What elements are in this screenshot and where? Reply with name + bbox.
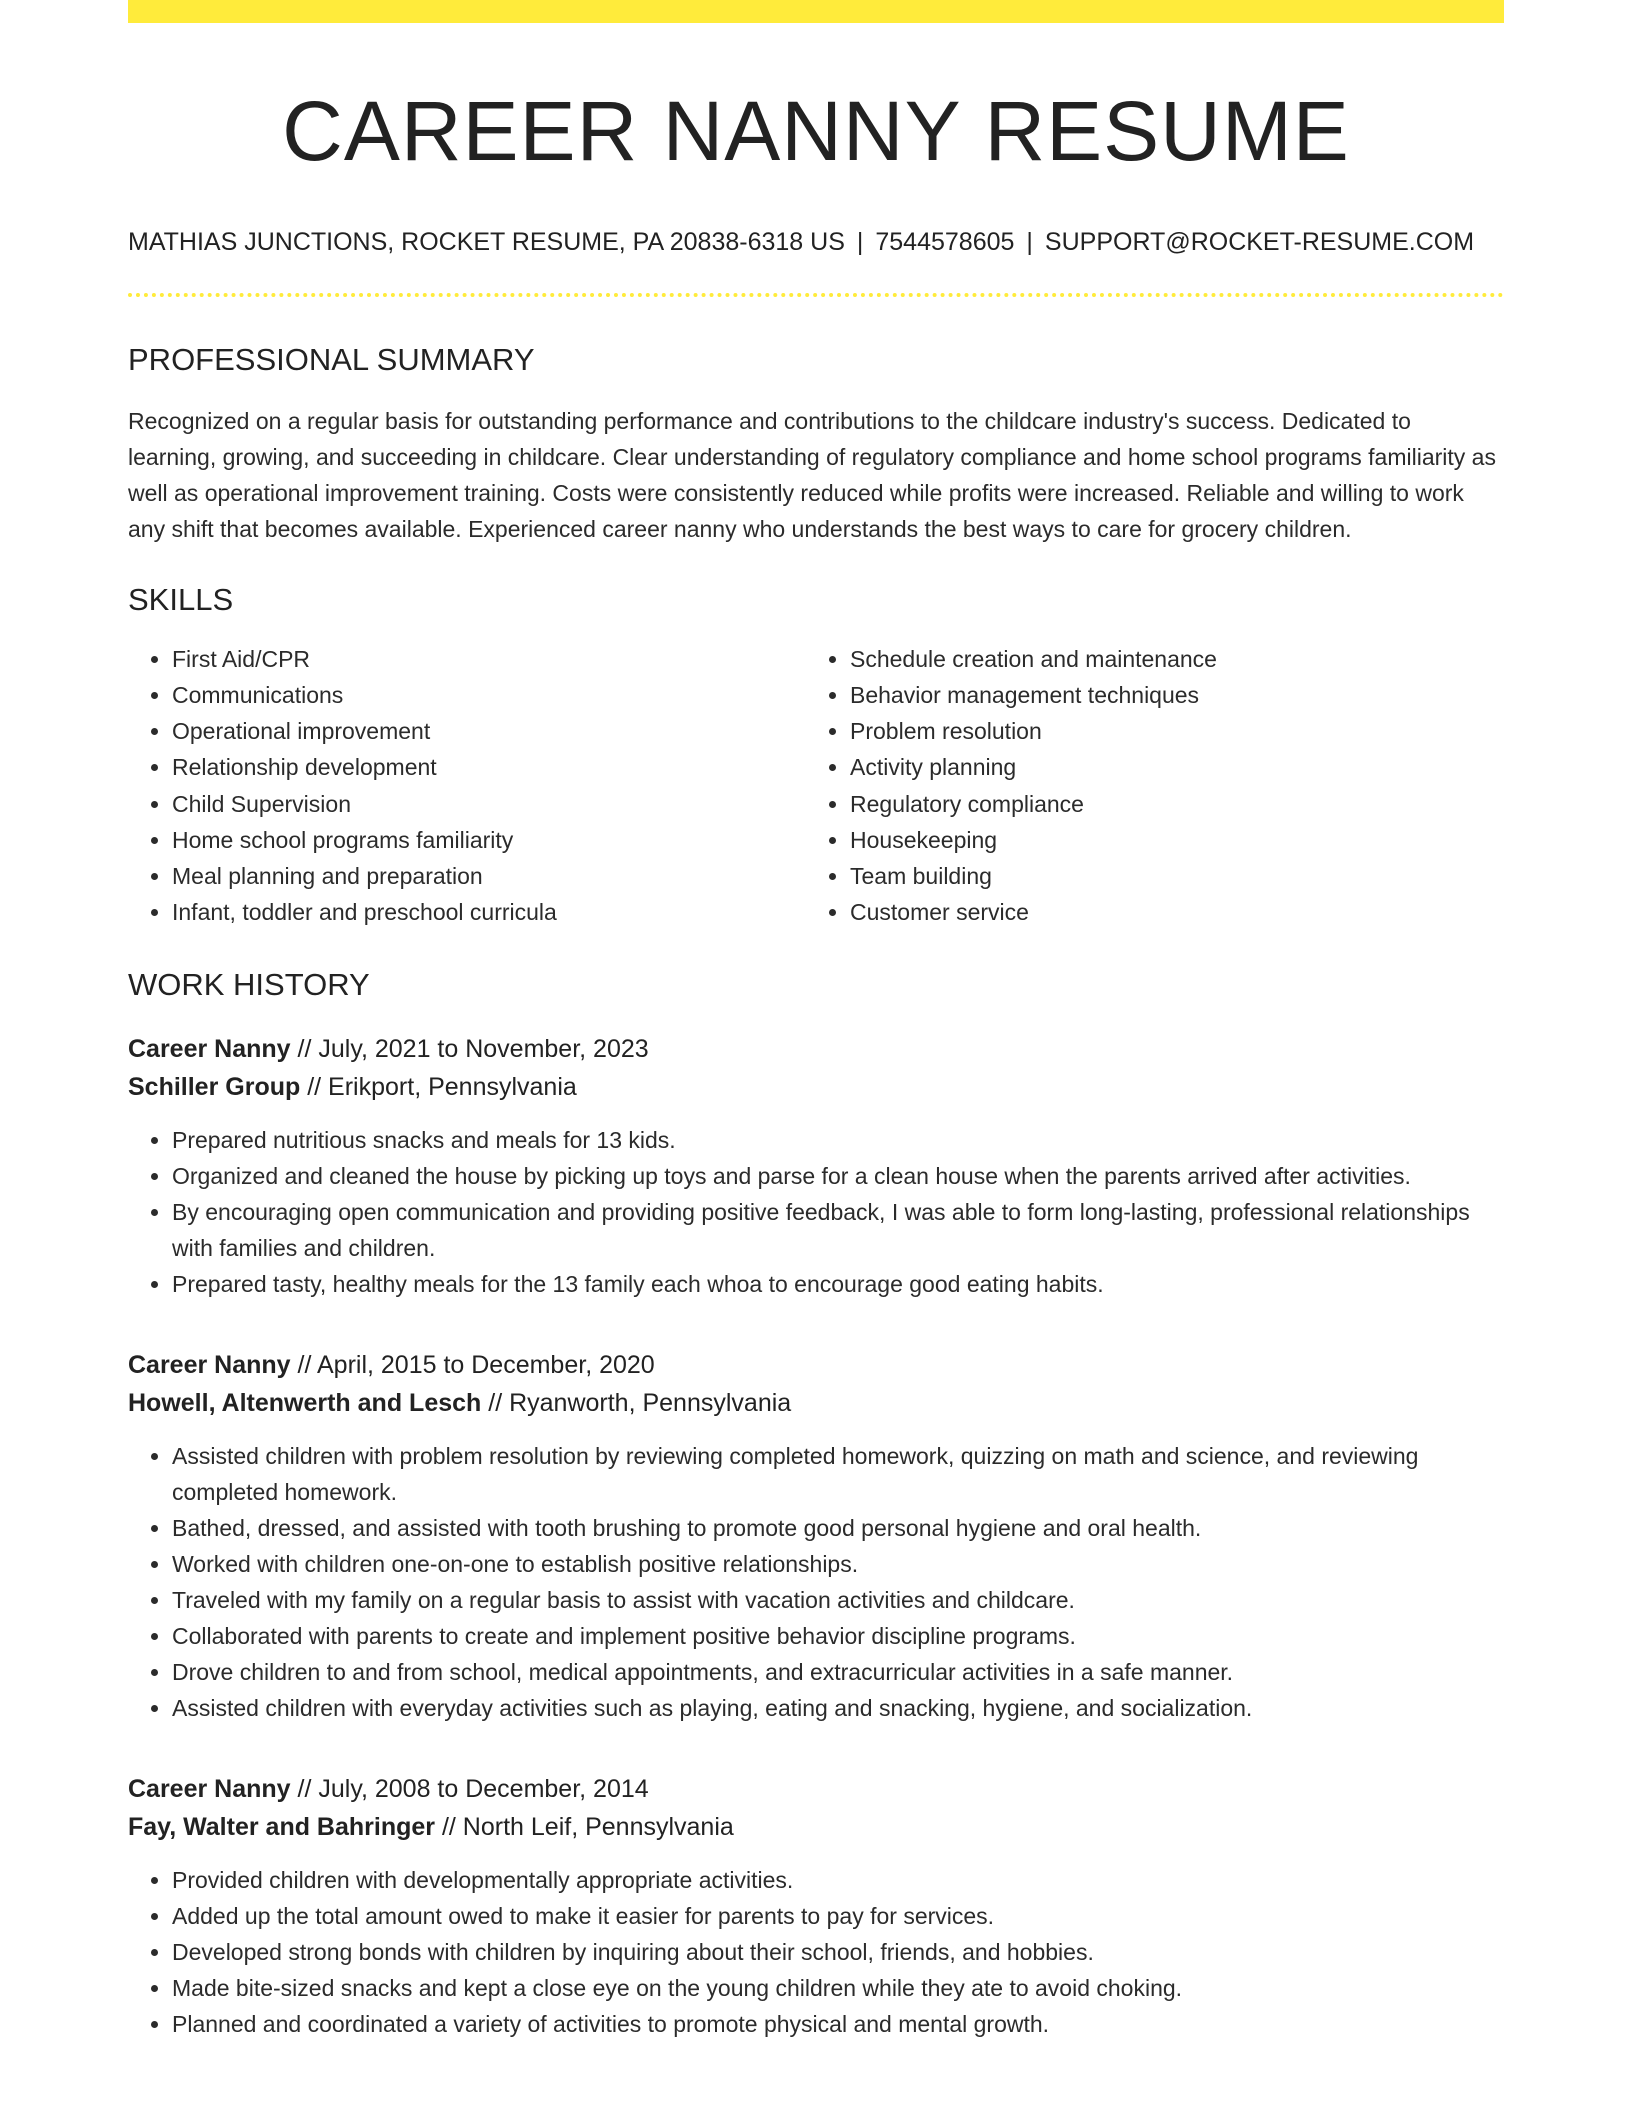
job-bullet: • Prepared nutritious snacks and meals for 13 kids.	[172, 1122, 1504, 1158]
job-bullet: • Bathed, dressed, and assisted with tooth brushing to promote good personal hygiene and oral health.	[172, 1510, 1504, 1546]
job-bullet: • Assisted children with everyday activities such as playing, eating and snacking, hygiene, and socialization.	[172, 1690, 1504, 1726]
job-bullets	[128, 1122, 1504, 1302]
job-bullet: • Worked with children one-on-one to establish positive relationships.	[172, 1546, 1504, 1582]
job-location: // North Leif, Pennsylvania	[441, 1812, 734, 1841]
job-company: Schiller Group	[128, 1072, 301, 1101]
job-title-line	[128, 1770, 1504, 1808]
job-title-line	[128, 1346, 1504, 1384]
dotted-divider	[128, 293, 1504, 297]
skill-item: • Customer service	[850, 894, 1484, 930]
summary-heading: PROFESSIONAL SUMMARY	[128, 342, 535, 378]
job-bullet: • Collaborated with parents to create and implement positive behavior discipline programs.	[172, 1618, 1504, 1654]
job-bullet: • Planned and coordinated a variety of activities to promote physical and mental growth.	[172, 2006, 1504, 2042]
job-entry	[128, 1770, 1504, 2042]
skill-item: • Activity planning	[850, 749, 1484, 785]
contact-email: SUPPORT@ROCKET-RESUME.COM	[1044, 228, 1475, 257]
skills-column-right	[806, 641, 1484, 931]
job-bullet: • Traveled with my family on a regular basis to assist with vacation activities and childcare.	[172, 1582, 1504, 1618]
job-bullets	[128, 1862, 1504, 2042]
skills-column-left	[128, 641, 806, 931]
job-entry	[128, 1030, 1504, 1302]
job-bullets	[128, 1438, 1504, 1726]
job-bullet: • Prepared tasty, healthy meals for the 13 family each whoa to encourage good eating habits.	[172, 1266, 1504, 1302]
job-title-line	[128, 1030, 1504, 1068]
skill-item: • Behavior management techniques	[850, 677, 1484, 713]
job-bullet: • Added up the total amount owed to make it easier for parents to pay for services.	[172, 1898, 1504, 1934]
contact-phone: 7544578605	[875, 228, 1015, 257]
job-bullet: • Made bite-sized snacks and kept a close eye on the young children while they ate to avoid choking.	[172, 1970, 1504, 2006]
job-dates: // July, 2021 to November, 2023	[297, 1034, 649, 1063]
page-title: CAREER NANNY RESUME	[282, 84, 1350, 178]
skill-item: • Schedule creation and maintenance	[850, 641, 1484, 677]
job-title: Career Nanny	[128, 1774, 291, 1803]
job-title: Career Nanny	[128, 1034, 291, 1063]
skill-item: • Infant, toddler and preschool curricula	[172, 894, 806, 930]
job-entry	[128, 1346, 1504, 1726]
contact-separator: |	[856, 228, 864, 257]
job-bullet: • By encouraging open communication and providing positive feedback, I was able to form long-lasting, professional relationships with families and children.	[172, 1194, 1504, 1266]
skill-item: • Relationship development	[172, 749, 806, 785]
job-bullet: • Assisted children with problem resolution by reviewing completed homework, quizzing on math and science, and reviewing completed homework.	[172, 1438, 1504, 1510]
skill-item: • First Aid/CPR	[172, 641, 806, 677]
skill-item: • Meal planning and preparation	[172, 858, 806, 894]
skill-item: • Home school programs familiarity	[172, 822, 806, 858]
job-company: Fay, Walter and Bahringer	[128, 1812, 436, 1841]
resume-page	[128, 0, 1504, 2042]
job-location: // Ryanworth, Pennsylvania	[488, 1388, 792, 1417]
job-bullet: • Developed strong bonds with children by inquiring about their school, friends, and hobbies.	[172, 1934, 1504, 1970]
top-accent-bar	[128, 0, 1504, 23]
skill-item: • Regulatory compliance	[850, 786, 1484, 822]
job-location: // Erikport, Pennsylvania	[307, 1072, 577, 1101]
contact-line	[128, 227, 1504, 257]
job-company-line	[128, 1384, 1504, 1422]
job-dates: // April, 2015 to December, 2020	[297, 1350, 655, 1379]
work-history-heading: WORK HISTORY	[128, 967, 370, 1003]
job-bullet: • Drove children to and from school, medical appointments, and extracurricular activities in a safe manner.	[172, 1654, 1504, 1690]
skills-heading: SKILLS	[128, 581, 234, 617]
job-dates: // July, 2008 to December, 2014	[297, 1774, 649, 1803]
job-bullet: • Organized and cleaned the house by picking up toys and parse for a clean house when the parents arrived after activities.	[172, 1158, 1504, 1194]
skill-item: • Problem resolution	[850, 713, 1484, 749]
skill-item: • Housekeeping	[850, 822, 1484, 858]
contact-separator: |	[1026, 228, 1033, 257]
job-company-line	[128, 1068, 1504, 1106]
skills-list	[128, 641, 1504, 931]
job-company: Howell, Altenwerth and Lesch	[128, 1388, 482, 1417]
skill-item: • Child Supervision	[172, 786, 806, 822]
skill-item: • Operational improvement	[172, 713, 806, 749]
job-company-line	[128, 1808, 1504, 1846]
skill-item: • Team building	[850, 858, 1484, 894]
job-title: Career Nanny	[128, 1350, 291, 1379]
contact-address: MATHIAS JUNCTIONS, ROCKET RESUME, PA 20838-6318 US	[128, 228, 845, 257]
summary-text: Recognized on a regular basis for outstanding performance and contributions to the childcare industry's success. Dedicated to learning, growing, and succeeding in childcare. Clear understanding of regulatory compliance and home school programs familiarity as well as operational improvement training. Costs were consistently reduced while profits were increased. Reliable and willing to work any shift that becomes available. Experienced career nanny who understands the best ways to care for grocery children.	[128, 407, 1496, 542]
job-bullet: • Provided children with developmentally appropriate activities.	[172, 1862, 1504, 1898]
skill-item: • Communications	[172, 677, 806, 713]
